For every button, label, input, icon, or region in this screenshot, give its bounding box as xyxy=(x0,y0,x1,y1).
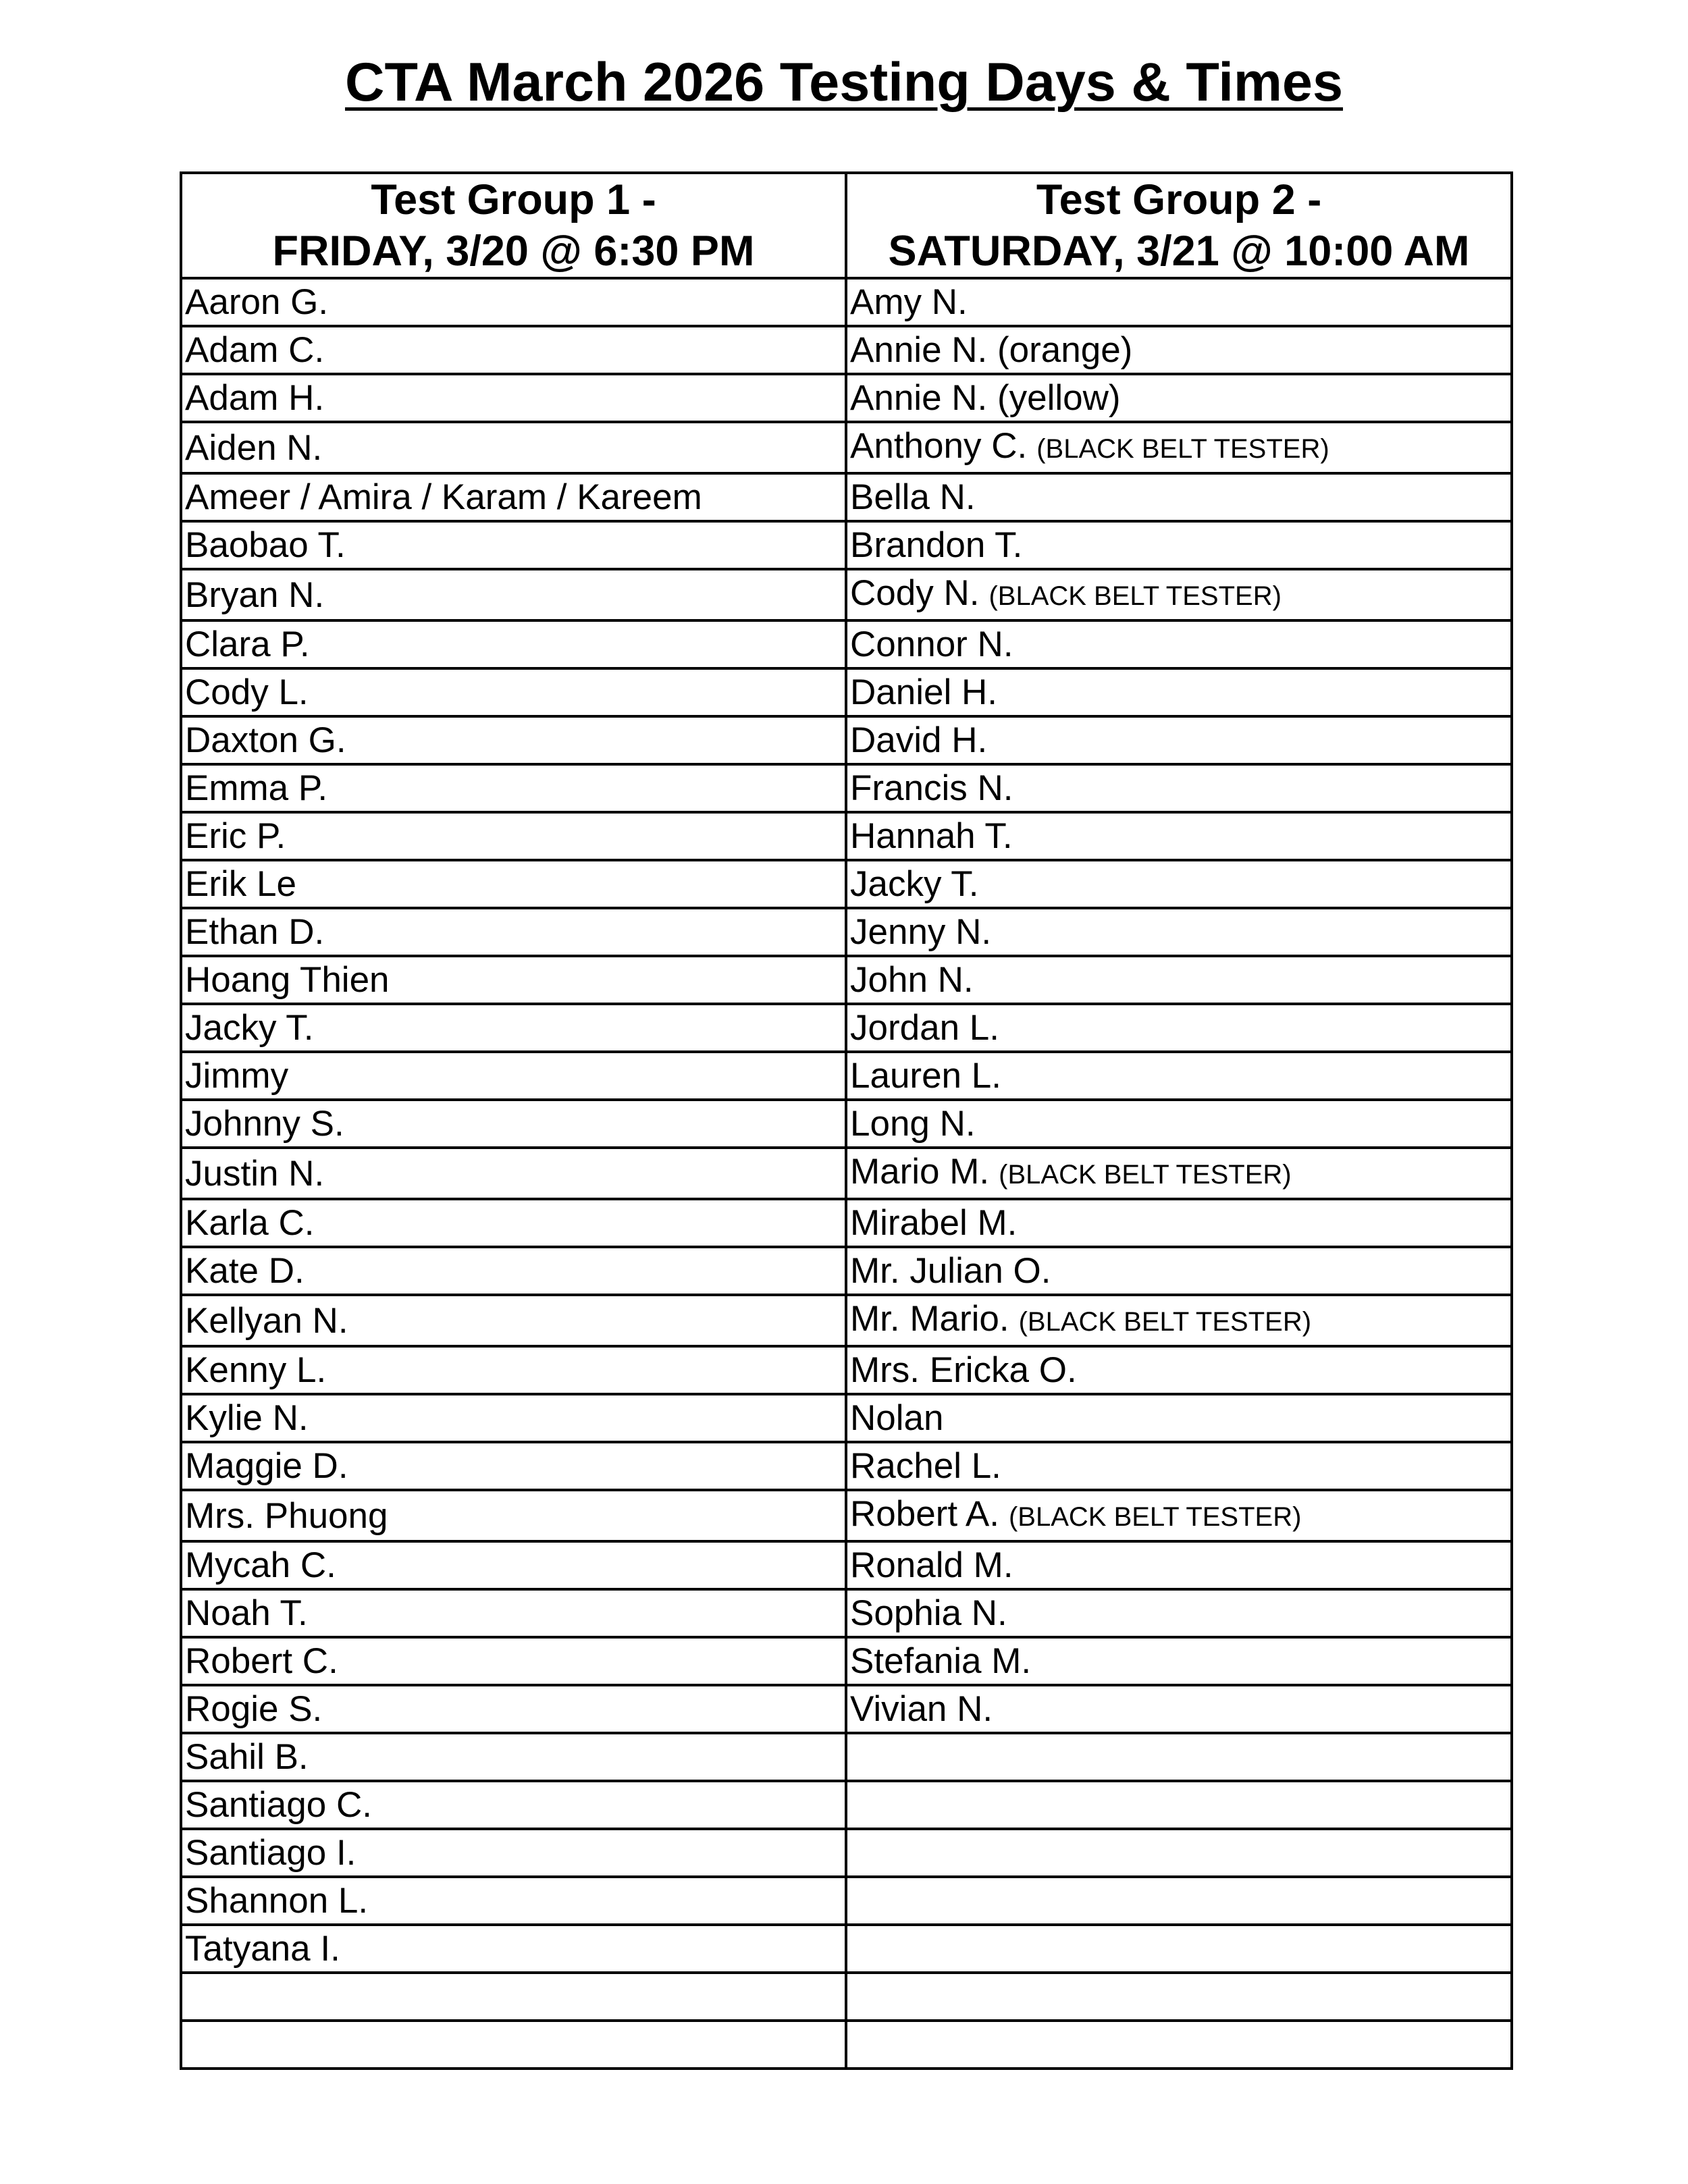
group2-name: Brandon T. xyxy=(850,525,1023,565)
group2-name-cell xyxy=(846,1295,1512,1346)
table-row xyxy=(181,1829,1512,1877)
group2-name: Jenny N. xyxy=(850,912,992,952)
group2-name: Annie N. (yellow) xyxy=(850,378,1121,418)
table-row xyxy=(181,668,1512,716)
group1-name-cell: Ethan D. xyxy=(181,908,846,956)
group2-name-cell xyxy=(846,1685,1512,1733)
group2-name-cell xyxy=(846,1100,1512,1148)
group2-name-cell xyxy=(846,1199,1512,1247)
black-belt-tester-note: (BLACK BELT TESTER) xyxy=(1008,1502,1302,1532)
group1-name-cell: Johnny S. xyxy=(181,1100,846,1148)
table-row xyxy=(181,1394,1512,1442)
group1-name-cell: Noah T. xyxy=(181,1589,846,1637)
group2-name: Connor N. xyxy=(850,624,1013,664)
group2-name: Hannah T. xyxy=(850,816,1013,856)
group1-name-cell: Cody L. xyxy=(181,668,846,716)
group1-name-cell: Clara P. xyxy=(181,620,846,668)
group1-name-cell: Baobao T. xyxy=(181,521,846,569)
group2-name: David H. xyxy=(850,720,988,760)
group2-name-cell xyxy=(846,620,1512,668)
table-row xyxy=(181,620,1512,668)
group2-name: Vivian N. xyxy=(850,1689,993,1729)
table-row xyxy=(181,1925,1512,1973)
table-header-row xyxy=(181,173,1512,278)
group1-name-cell: Santiago I. xyxy=(181,1829,846,1877)
table-row xyxy=(181,278,1512,326)
black-belt-tester-note: (BLACK BELT TESTER) xyxy=(988,581,1282,611)
group1-name-cell: Erik Le xyxy=(181,860,846,908)
group1-name-cell: Rogie S. xyxy=(181,1685,846,1733)
table-row xyxy=(181,764,1512,812)
group1-header xyxy=(181,173,846,278)
group1-name-cell: Karla C. xyxy=(181,1199,846,1247)
table-row xyxy=(181,860,1512,908)
table-row xyxy=(181,1199,1512,1247)
group1-name-cell xyxy=(181,1973,846,2021)
group2-name: Francis N. xyxy=(850,768,1013,808)
group1-name-cell: Sahil B. xyxy=(181,1733,846,1781)
group2-name: Daniel H. xyxy=(850,672,997,712)
group1-name-cell xyxy=(181,2021,846,2069)
group2-name: Lauren L. xyxy=(850,1056,1001,1096)
group2-name-cell xyxy=(846,374,1512,422)
group2-name-cell xyxy=(846,1829,1512,1877)
group1-name-cell: Jimmy xyxy=(181,1052,846,1100)
group1-name-cell: Ameer / Amira / Karam / Kareem xyxy=(181,473,846,521)
group1-name-cell: Hoang Thien xyxy=(181,956,846,1004)
group2-name: Sophia N. xyxy=(850,1593,1007,1633)
group2-name-cell xyxy=(846,422,1512,473)
group2-name-cell xyxy=(846,1004,1512,1052)
table-row xyxy=(181,716,1512,764)
group2-name: Rachel L. xyxy=(850,1446,1001,1486)
table-row xyxy=(181,1541,1512,1589)
table-row xyxy=(181,1733,1512,1781)
group2-name: John N. xyxy=(850,960,974,1000)
group2-name: Jordan L. xyxy=(850,1008,999,1048)
group1-name-cell: Bryan N. xyxy=(181,569,846,620)
group2-name-cell xyxy=(846,764,1512,812)
roster-body xyxy=(181,278,1512,2069)
table-row xyxy=(181,1490,1512,1541)
group1-name-cell: Eric P. xyxy=(181,812,846,860)
group2-name: Annie N. (orange) xyxy=(850,330,1133,370)
group2-name-cell xyxy=(846,1733,1512,1781)
group2-name-cell xyxy=(846,2021,1512,2069)
group2-name-cell xyxy=(846,812,1512,860)
group1-name-cell: Justin N. xyxy=(181,1148,846,1199)
group2-header-title: Test Group 2 - xyxy=(1036,176,1322,223)
group2-name-cell xyxy=(846,1052,1512,1100)
group2-name-cell xyxy=(846,668,1512,716)
table-row xyxy=(181,2021,1512,2069)
black-belt-tester-note: (BLACK BELT TESTER) xyxy=(1018,1307,1312,1337)
table-row xyxy=(181,1100,1512,1148)
table-row xyxy=(181,1685,1512,1733)
group2-name: Nolan xyxy=(850,1398,944,1438)
table-row xyxy=(181,1781,1512,1829)
group2-name: Mr. Julian O. xyxy=(850,1251,1051,1291)
group2-name-cell xyxy=(846,860,1512,908)
group2-name-cell xyxy=(846,956,1512,1004)
group2-name: Anthony C. xyxy=(850,426,1028,466)
page-title: CTA March 2026 Testing Days & Times xyxy=(344,52,1343,113)
group2-name: Cody N. xyxy=(850,573,980,613)
group1-name-cell: Adam H. xyxy=(181,374,846,422)
table-row xyxy=(181,569,1512,620)
group2-name-cell xyxy=(846,1781,1512,1829)
group2-name-cell xyxy=(846,473,1512,521)
group2-name-cell xyxy=(846,1877,1512,1925)
group2-header-schedule: SATURDAY, 3/21 @ 10:00 AM xyxy=(888,228,1470,275)
table-row xyxy=(181,1637,1512,1685)
group1-name-cell: Aaron G. xyxy=(181,278,846,326)
black-belt-tester-note: (BLACK BELT TESTER) xyxy=(1036,434,1329,464)
group2-name: Amy N. xyxy=(850,282,968,322)
group2-name-cell xyxy=(846,326,1512,374)
group1-name-cell: Kenny L. xyxy=(181,1346,846,1394)
group1-name-cell: Emma P. xyxy=(181,764,846,812)
group2-name: Mirabel M. xyxy=(850,1203,1018,1243)
group2-name-cell xyxy=(846,1925,1512,1973)
group2-name: Bella N. xyxy=(850,477,976,517)
group2-name-cell xyxy=(846,908,1512,956)
table-row xyxy=(181,1973,1512,2021)
table-row xyxy=(181,326,1512,374)
table-row xyxy=(181,908,1512,956)
group2-name-cell xyxy=(846,1490,1512,1541)
group2-name: Mario M. xyxy=(850,1152,990,1192)
table-row xyxy=(181,1295,1512,1346)
group1-name-cell: Mrs. Phuong xyxy=(181,1490,846,1541)
table-row xyxy=(181,1004,1512,1052)
group1-name-cell: Aiden N. xyxy=(181,422,846,473)
group1-name-cell: Robert C. xyxy=(181,1637,846,1685)
group2-name-cell xyxy=(846,569,1512,620)
group2-name-cell xyxy=(846,1589,1512,1637)
group2-name: Jacky T. xyxy=(850,864,979,904)
table-row xyxy=(181,422,1512,473)
table-row xyxy=(181,1052,1512,1100)
group2-name: Robert A. xyxy=(850,1494,999,1534)
group1-name-cell: Mycah C. xyxy=(181,1541,846,1589)
group2-name: Mr. Mario. xyxy=(850,1299,1009,1339)
group1-header-title: Test Group 1 - xyxy=(371,176,656,223)
group2-name: Stefania M. xyxy=(850,1641,1032,1681)
group1-name-cell: Kylie N. xyxy=(181,1394,846,1442)
table-row xyxy=(181,1877,1512,1925)
group2-name-cell xyxy=(846,716,1512,764)
group2-name-cell xyxy=(846,1394,1512,1442)
group2-name-cell xyxy=(846,1637,1512,1685)
group2-name-cell xyxy=(846,1247,1512,1295)
table-row xyxy=(181,473,1512,521)
table-row xyxy=(181,1589,1512,1637)
group2-name: Ronald M. xyxy=(850,1545,1013,1585)
group2-name-cell xyxy=(846,1148,1512,1199)
group2-name-cell xyxy=(846,1541,1512,1589)
group2-name-cell xyxy=(846,1442,1512,1490)
group1-name-cell: Shannon L. xyxy=(181,1877,846,1925)
group1-name-cell: Kellyan N. xyxy=(181,1295,846,1346)
group2-name-cell xyxy=(846,1346,1512,1394)
black-belt-tester-note: (BLACK BELT TESTER) xyxy=(999,1160,1292,1190)
testing-roster-table xyxy=(180,171,1513,2070)
table-row xyxy=(181,956,1512,1004)
group2-name: Mrs. Ericka O. xyxy=(850,1350,1077,1390)
group2-name-cell xyxy=(846,1973,1512,2021)
group2-name-cell xyxy=(846,278,1512,326)
group1-name-cell: Jacky T. xyxy=(181,1004,846,1052)
group1-name-cell: Kate D. xyxy=(181,1247,846,1295)
table-row xyxy=(181,1442,1512,1490)
group1-name-cell: Adam C. xyxy=(181,326,846,374)
table-row xyxy=(181,1247,1512,1295)
group2-name: Long N. xyxy=(850,1104,976,1144)
table-row xyxy=(181,521,1512,569)
table-row xyxy=(181,374,1512,422)
group1-name-cell: Maggie D. xyxy=(181,1442,846,1490)
group2-name-cell xyxy=(846,521,1512,569)
group1-header-schedule: FRIDAY, 3/20 @ 6:30 PM xyxy=(272,228,755,275)
table-row xyxy=(181,1148,1512,1199)
group1-name-cell: Santiago C. xyxy=(181,1781,846,1829)
table-row xyxy=(181,812,1512,860)
table-row xyxy=(181,1346,1512,1394)
group2-header xyxy=(846,173,1512,278)
group1-name-cell: Tatyana I. xyxy=(181,1925,846,1973)
group1-name-cell: Daxton G. xyxy=(181,716,846,764)
